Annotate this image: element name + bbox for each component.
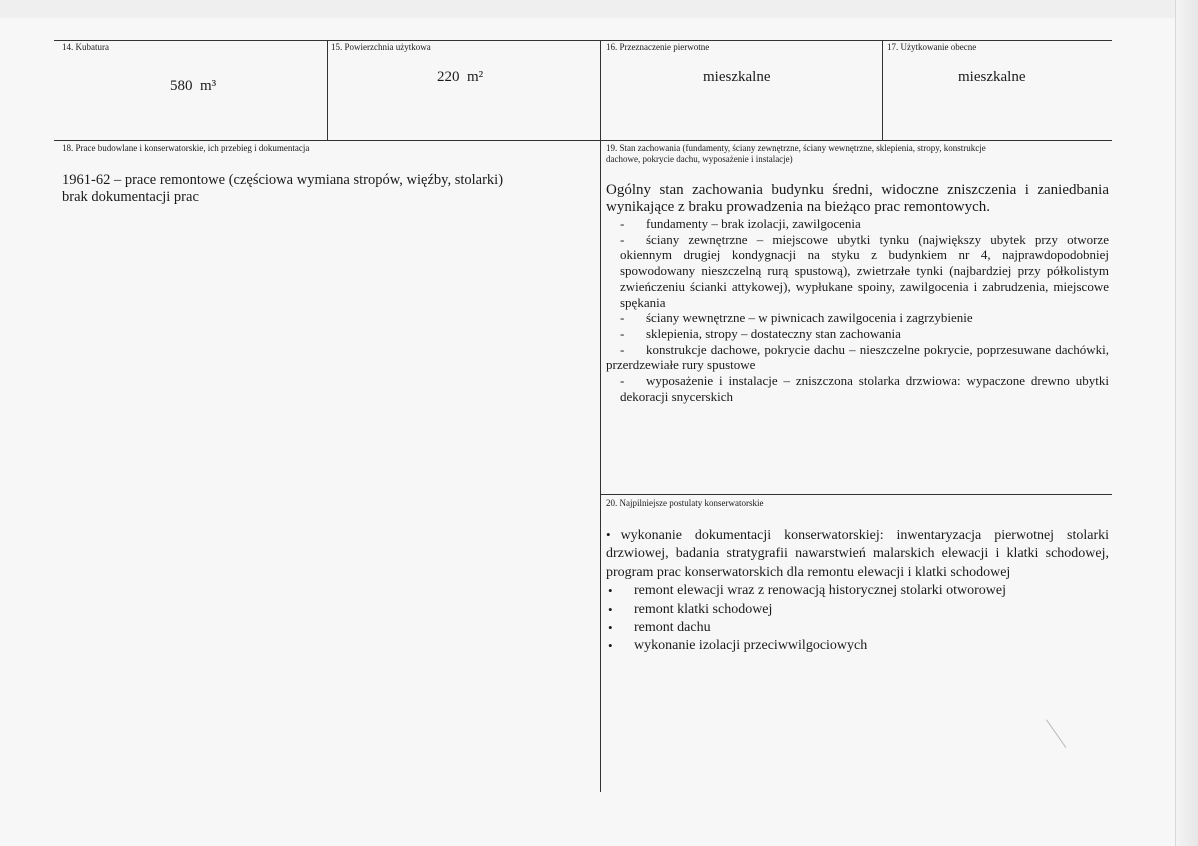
postulate-text: wykonanie dokumentacji konserwatorskiej: inwentaryzacja pierwotnej stolarki drzwiowej, badania stratygrafii nawarstwień malarskich elewacji i klatki schodowej, program prac konserwatorskich dla remontu elewacji i klatki schodowej [606,528,1109,580]
cell-15-label: 15. Powierzchnia użytkowa [331,42,431,52]
cell-16-value: mieszkalne [703,69,771,85]
condition-item [606,326,1109,342]
col1-divider [327,40,328,141]
cell-14-label: 14. Kubatura [62,42,109,52]
top-border [54,40,1112,41]
row1-bottom-border [54,140,1112,141]
condition-item-text: wyposażenie i instalacje – zniszczona stolarka drzwiowa: wypaczone drewno ubytki dekoracji snycerskich [620,373,1109,404]
cell-17-label: 17. Użytkowanie obecne [887,42,977,52]
cell-19-label-line2: dachowe, pokrycie dachu, wyposażenie i instalacje) [606,154,793,164]
postulate-item [606,526,1109,582]
condition-item-text: sklepienia, stropy – dostateczny stan zachowania [646,325,901,341]
cell-19-content [606,182,1109,404]
bullet-marker: • [608,638,613,654]
postulate-item [606,601,1109,619]
cell-20-content [606,526,1109,656]
postulate-item [606,582,1109,600]
dash-marker: - [620,373,625,389]
cell-19-label-line1: 19. Stan zachowania (fundamenty, ściany zewnętrzne, ściany wewnętrzne, sklepienia, stropy, konstrukcje [606,143,986,153]
dash-marker: - [620,325,625,341]
cell-20-label: 20. Najpilniejsze postulaty konserwatorskie [606,498,764,508]
scan-edge [1175,0,1198,846]
work-history-line: 1961-62 – prace remontowe (częściowa wymiana stropów, więźby, stolarki) [62,172,504,188]
bullet-marker: • [608,620,613,636]
cell-18-content [62,172,592,206]
dash-marker: - [620,341,625,357]
condition-item-text: fundamenty – brak izolacji, zawilgocenia [646,216,861,231]
bullet-marker: • [608,583,613,599]
row2-split-border [600,494,1112,495]
postulate-text: wykonanie izolacji przeciwwilgociowych [634,638,868,654]
condition-item [606,232,1109,311]
postulate-text: remont dachu [634,620,711,636]
volume-number: 580 [170,78,193,94]
condition-item-text: ściany wewnętrzne – w piwnicach zawilgocenia i zagrzybienie [646,310,973,326]
col2-divider [600,40,601,792]
bullet-marker: • [606,527,611,542]
volume-unit: m³ [200,78,217,94]
condition-item [606,310,1109,326]
condition-summary: Ogólny stan zachowania budynku średni, widoczne zniszczenia i zaniedbania wynikające z braku prowadzenia na bieżąco prac remontowych. [606,182,1109,215]
col3-divider [882,40,883,141]
postulate-item [606,619,1109,637]
dash-marker: - [620,310,625,326]
condition-item [606,216,1109,232]
documentation-note: brak dokumentacji prac [62,189,199,205]
condition-item [606,342,1109,373]
condition-item [606,373,1109,404]
cell-18-label: 18. Prace budowlane i konserwatorskie, ich przebieg i dokumentacja [62,143,310,153]
cell-14-value [170,78,216,95]
condition-item-text: konstrukcje dachowe, pokrycie dachu – nieszczelne pokrycie, poprzesuwane dachówki, przerdzewiałe rury spustowe [606,341,1109,373]
condition-item-text: ściany zewnętrzne – miejscowe ubytki tynku (największy ubytek przy otworze okiennym drugiej kondygnacji na styku z budynkiem nr 4, najprawdopodobniej spowodowany nieszczelną rurą spustową), zwietrzałe tynki (najbardziej przy półkolistym zwieńczeniu ścianki attykowej), wypłukane spoiny, zawilgocenia i zabrudzenia, miejscowe spękania [620,231,1109,310]
area-number: 220 [437,69,460,85]
cell-19-label [606,143,986,165]
postulate-item [606,637,1109,655]
cell-15-value [437,69,483,86]
cell-16-label: 16. Przeznaczenie pierwotne [606,42,710,52]
area-unit: m² [467,69,484,85]
dash-marker: - [620,231,625,247]
postulate-text: remont elewacji wraz z renowacją historycznej stolarki otworowej [634,583,1007,599]
cell-17-value: mieszkalne [958,69,1026,85]
bullet-marker: • [608,601,613,617]
postulate-text: remont klatki schodowej [634,601,773,617]
dash-marker: - [620,216,625,231]
